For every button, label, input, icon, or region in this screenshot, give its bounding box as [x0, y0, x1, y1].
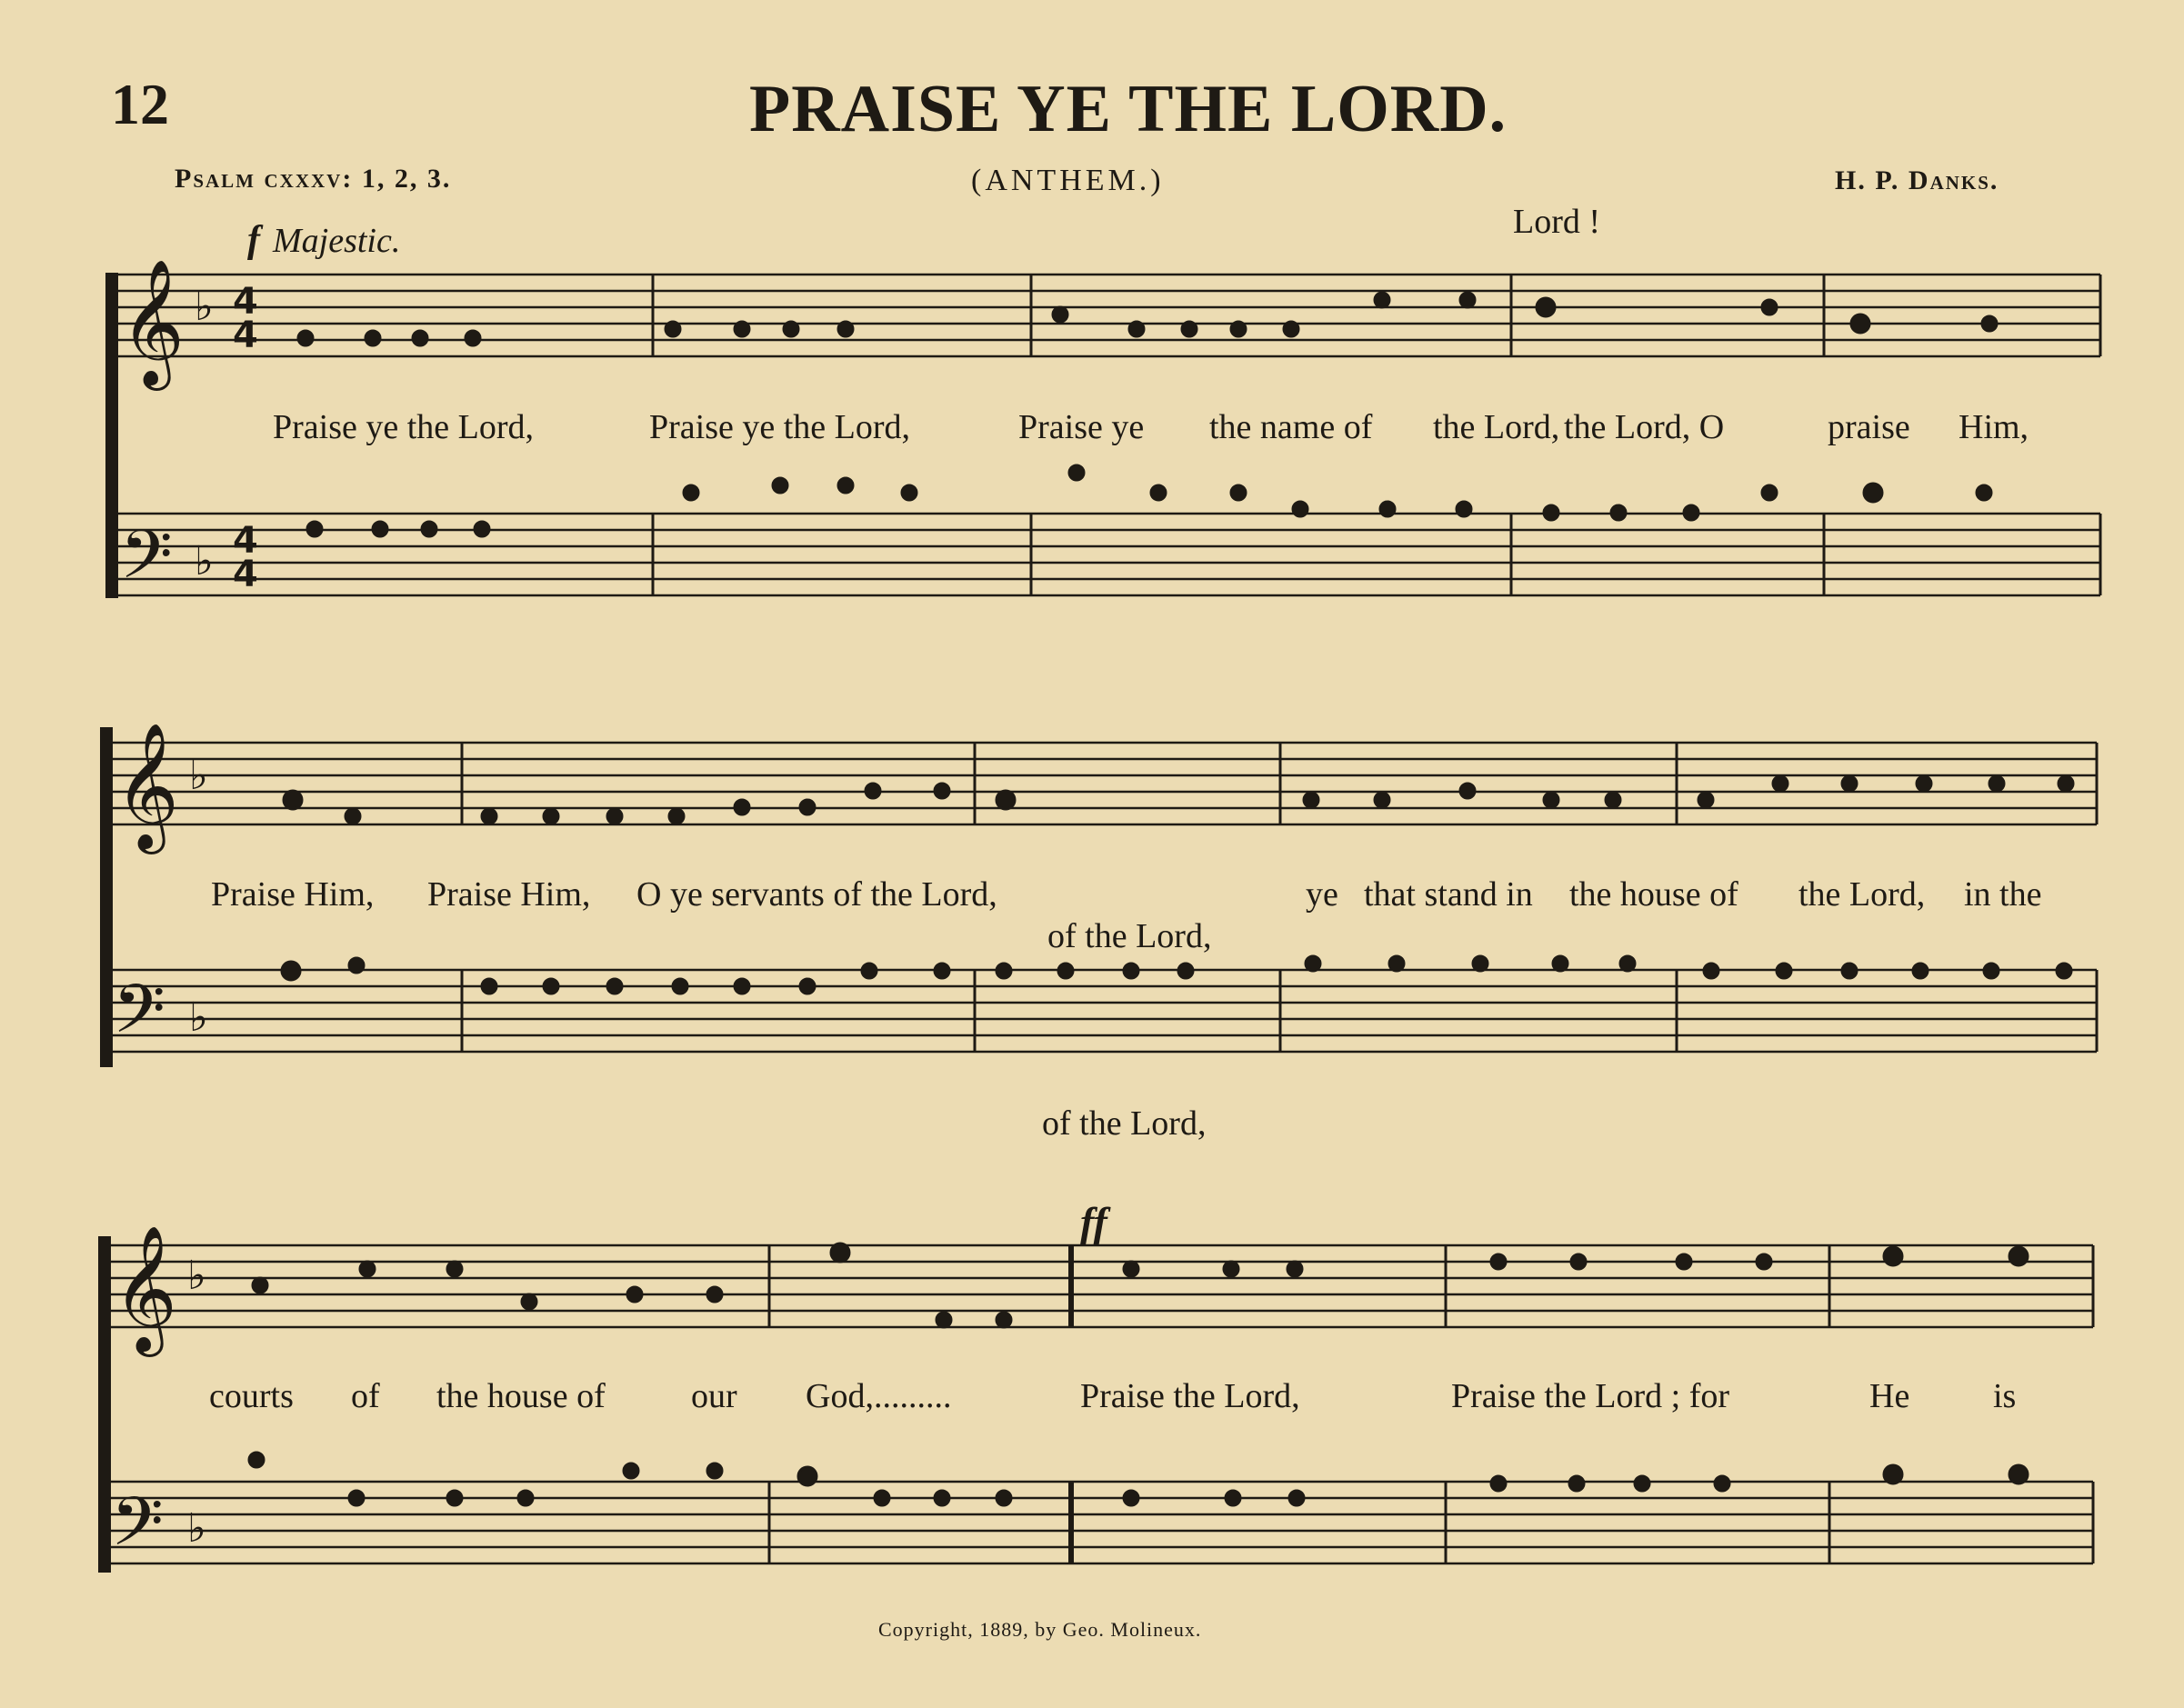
time-signature: 4 — [233, 520, 258, 562]
lyric-syllable: in the — [1964, 875, 2042, 914]
system-2-bass-staff — [107, 970, 2097, 1052]
lyric-syllable: Praise ye the Lord, — [273, 408, 535, 446]
cue-lyric: Lord ! — [1513, 203, 1601, 241]
piece-subtitle: (ANTHEM.) — [971, 164, 1165, 197]
system-1-notes — [298, 293, 1997, 536]
system-3-notes — [249, 1244, 2028, 1505]
lyric-syllable: Praise ye — [1018, 408, 1145, 446]
treble-clef-icon: 𝄞 — [115, 723, 179, 849]
tempo-text: Majestic. — [273, 222, 401, 260]
lyric-syllable: the Lord, O — [1564, 408, 1725, 446]
flat-icon: ♭ — [187, 1253, 206, 1299]
flat-icon: ♭ — [187, 1505, 206, 1552]
system-3-bass-staff — [105, 1482, 2093, 1563]
lyric-syllable: Praise ye the Lord, — [649, 408, 911, 446]
bass-clef-icon: 𝄢 — [111, 1483, 164, 1578]
lyric-syllable: ye — [1306, 875, 1338, 914]
treble-clef-icon: 𝄞 — [120, 259, 185, 385]
lyric-syllable: of — [351, 1377, 380, 1415]
lyric-syllable: is — [1993, 1377, 2017, 1415]
lyric-syllable: the Lord, — [1798, 875, 1926, 914]
page-number: 12 — [111, 72, 169, 136]
system-2-treble-staff — [107, 743, 2097, 824]
lyric-syllable: Praise Him, — [427, 875, 591, 914]
lyric-syllable: God,......... — [806, 1377, 952, 1415]
bass-clef-icon: 𝄢 — [113, 970, 165, 1065]
lyric-syllable: the Lord, — [1433, 408, 1560, 446]
lyric-syllable: that stand in — [1364, 875, 1533, 914]
barlines — [462, 275, 2100, 1563]
lyric-syllable: Praise the Lord ; for — [1451, 1377, 1730, 1415]
lyric-syllable: the name of — [1209, 408, 1373, 446]
composer-credit: H. P. Danks. — [1835, 165, 1999, 195]
time-signature: 4 — [233, 315, 258, 356]
flat-icon: ♭ — [195, 538, 214, 584]
flat-icon: ♭ — [189, 994, 208, 1041]
lyric-syllable: Praise the Lord, — [1080, 1377, 1300, 1415]
lyric-syllable: our — [691, 1377, 737, 1415]
scripture-reference: Psalm cxxxv: 1, 2, 3. — [175, 164, 452, 194]
treble-clef-icon: 𝄞 — [113, 1225, 177, 1352]
cue-lyric-lower: of the Lord, — [1042, 1104, 1207, 1143]
time-signature: 4 — [233, 281, 258, 323]
system-brackets — [98, 273, 118, 1573]
flat-icon: ♭ — [195, 284, 214, 330]
lyric-syllable: Him, — [1959, 408, 2029, 446]
system-3-treble-staff — [105, 1245, 2093, 1327]
copyright-notice: Copyright, 1889, by Geo. Molineux. — [878, 1618, 1202, 1641]
flat-icon: ♭ — [189, 753, 208, 799]
lyric-syllable: Praise Him, — [211, 875, 375, 914]
lyric-syllable: He — [1869, 1377, 1910, 1415]
lyric-syllable: praise — [1828, 408, 1910, 446]
dynamic-forte: f — [247, 219, 260, 261]
lyric-syllable: O ye servants of the Lord, — [636, 875, 997, 914]
bass-clef-icon: 𝄢 — [120, 515, 173, 611]
lyric-syllable: courts — [209, 1377, 294, 1415]
lyric-syllable: the house of — [436, 1377, 606, 1415]
system-1-treble-staff — [115, 275, 2100, 356]
lyric-syllable: the house of — [1569, 875, 1738, 914]
dynamic-fortissimo: ff — [1080, 1199, 1107, 1245]
cue-lyric-upper: of the Lord, — [1047, 917, 1212, 955]
system-1-bass-staff — [115, 514, 2100, 595]
time-signature: 4 — [233, 554, 258, 595]
page-title: PRAISE YE THE LORD. — [749, 72, 1508, 146]
